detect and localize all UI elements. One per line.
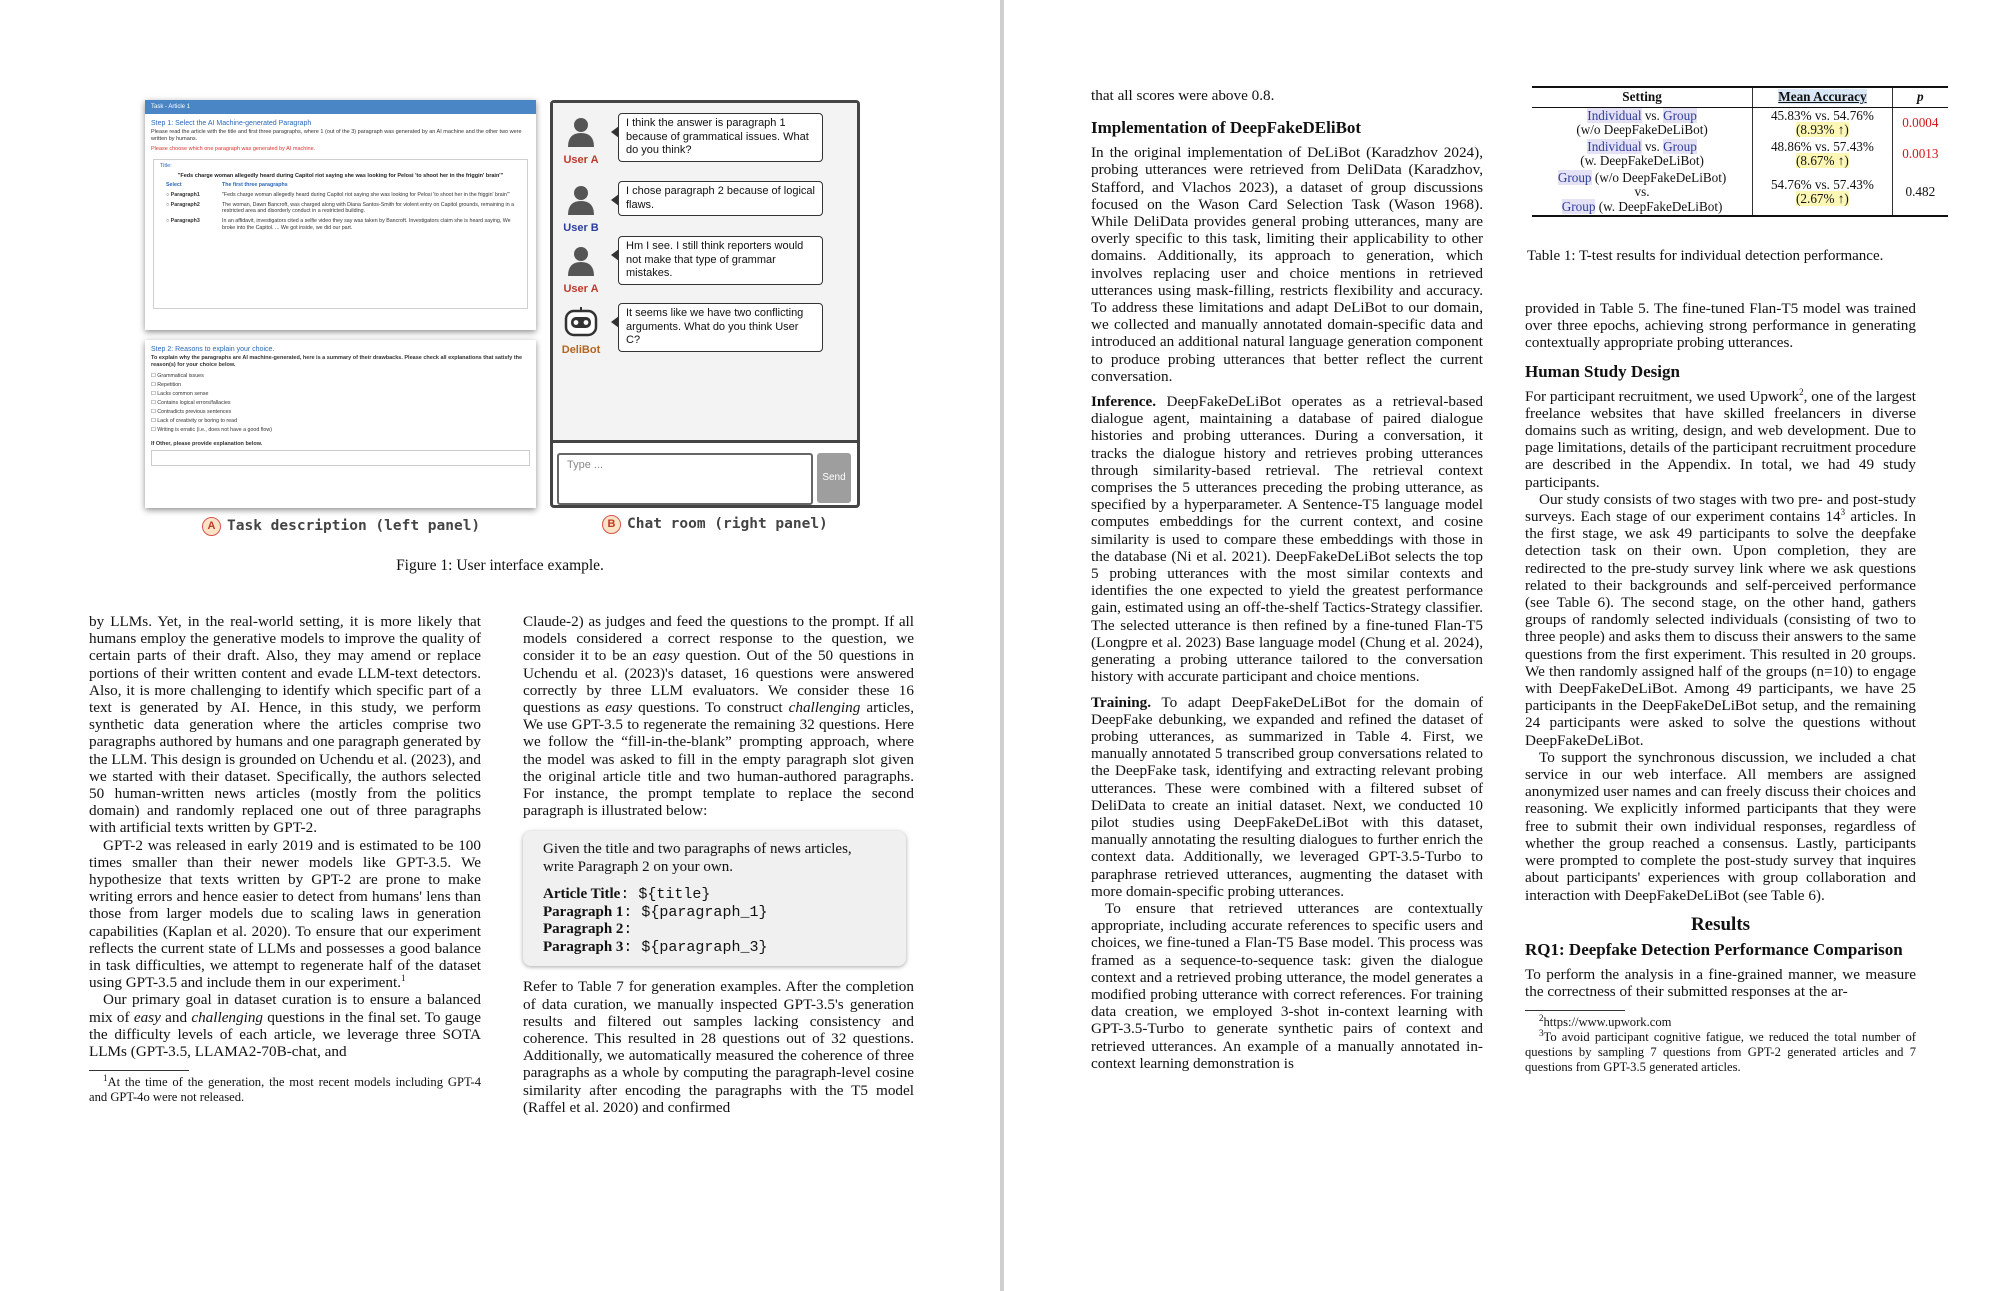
paragraph-option-label: Paragraph2 [170,201,200,208]
chat-bubble: Hm I see. I still think reporters would not make that type of grammar mistakes. [618,236,823,285]
left-column-1 [89,613,481,1105]
chat-message [558,236,848,295]
prompt-line: Article Title: ${title} [543,886,711,904]
reason-checkbox[interactable]: ☐ Repetition [151,382,182,388]
paragraph-option-label: Paragraph3 [170,218,200,225]
paragraph-option-label: Paragraph1 [170,191,200,198]
table-cell: 48.86% vs. 57.43% (8.67% ↑) [1753,139,1893,170]
footnote-rule [89,1070,189,1071]
table-row [1532,170,1948,217]
reason-checkbox[interactable]: ☐ Lack of creativity or boring to read [151,418,238,424]
prompt-template-box [523,831,906,966]
task-title-bar: Task - Article 1 [145,100,536,114]
paragraph: that all scores were above 0.8. [1091,87,1275,104]
caption-b-badge: B [602,515,621,534]
paragraph-option[interactable]: ○ Paragraph2 The woman, Dawn Bancroft, was charged along with Diana Santos-Smith for violent entry on Capitol grounds, remaining in a restricted area and disorderly conduct in a restricted building. [166,201,515,215]
article-box [153,159,528,309]
user-avatar-icon [567,185,595,215]
paragraph: Claude-2) as judges and feed the questions to the prompt. If all models considered a correct response to the question, we consider it to be an easy question. Out of the 50 questions in Uchendu et al. (2023)'s dataset, 16 questions were answered correctly by three LLM evaluators. We consider these 16 questions as easy questions. To construct challenging articles, We use GPT-3.5 to regenerate the remaining 32 questions. Here we follow the “fill-in-the-blank” prompting approach, where the model was asked to fill in the empty paragraph slot given the original article title and two human-authored paragraphs. For instance, the prompt template to replace the second paragraph is illustrated below: [523,613,914,820]
table-cell: 45.83% vs. 54.76% (8.93% ↑) [1753,107,1893,139]
paragraph: Inference. DeepFakeDeLiBot operates as a retrieval-based dialogue agent, maintaining a database of paired dialogue histories and probing utterances. During a conversation, it tracks the dialogue history and retrieves probing utterances through similarity-based retrieval. The retrieval context comprises the 5 utterances preceding the probing utterance, as specified by a hyperparameter. A Sentence-T5 language model computes embeddings for the current context, and cosine similarity is used to compare these embeddings with those in the database (Ni et al. 2021). DeepFakeDeLiBot selects the top 5 probing utterances with the most similar contexts and identifies the one expected to yield the greatest performance gain, estimated using an off-the-shelf Tactics-Strategy classifier. The selected utterance is then refined by a fine-tuned Flan-T5 (Longpre et al. 2023) Base language model (Chung et al. 2024), generating a probing utterance tailored to the conversation history with accurate participant and choice mentions. [1091,393,1483,686]
section-heading: Implementation of DeepFakeDEliBot [1091,118,1362,138]
right-column-1 [1091,87,1483,1072]
bot-avatar [558,307,604,356]
paragraph-header-row [166,182,515,189]
chat-message [558,113,848,165]
table-header: Setting [1532,87,1753,107]
table-cell: Individual vs. Group (w/o DeepFakeDeLiBot) [1576,107,1708,137]
chat-username: User A [563,283,599,295]
paragraph: Refer to Table 7 for generation examples. After the completion of data curation, we manually inspected GPT-3.5's generation results and filtered out samples lacking consistency and coherence. This resulted in 28 questions out of 32 questions. Additionally, we automatically measured the coherence of three paragraphs as a whole by computing the paragraph-level cosine similarity after encoding the paragraphs with the T5 model (Raffel et al. 2020) and confirmed [523,978,914,1116]
figure-caption: Figure 1: User interface example. [396,557,604,574]
paragraph-option-text: In an affidavit, investigators cited a selfie video they say was taken by Bancroft. Investigators claim she is heard saying, We broke into the Capitol. ... We got inside, we did our part. [222,218,511,231]
robot-icon [564,307,598,337]
paragraph-option[interactable]: ○ Paragraph3 In an affidavit, investigators cited a selfie video they say was taken by Bancroft. Investigators claim she is heard saying, We broke into the Capitol. ... We got inside, we did our part. [166,218,515,232]
step1-heading: Step 1: Select the AI Machine-generated Paragraph [151,120,312,127]
paragraph: To perform the analysis in a fine-grained manner, we measure the correctness of their submitted responses at the ar- [1525,965,1916,1000]
table-row [1532,107,1948,139]
article-title: "Feds charge woman allegedly heard during Capitol riot saying she was looking for Pelosi 'to shoot her in the friggin' brain'" [177,173,504,179]
paragraph: provided in Table 5. The fine-tuned Flan-T5 model was trained over three epochs, achieving strong performance in generating contextually appropriate probing utterances. [1525,300,1916,352]
left-column-2 [523,613,914,1116]
paragraph-option[interactable]: ○ Paragraph1 "Feds charge woman allegedly heard during Capitol riot saying she was looking for Pelosi 'to shoot her in the friggin' brain'" [166,192,515,199]
chat-bubble: It seems like we have two conflicting arguments. What do you think User C? [618,303,823,352]
chat-username: User B [563,222,599,234]
table-header: p [1892,87,1948,107]
chat-room-panel [550,100,860,508]
table-row [1532,139,1948,170]
paragraph-option-text: The woman, Dawn Bancroft, was charged along with Diana Santos-Smith for violent entry on Capitol grounds, remaining in a restricted area and disorderly conduct in a restricted building. [222,201,515,215]
prompt-line: Paragraph 1: ${paragraph_1} [543,903,768,921]
step1-choose: Please choose which one paragraph was generated by AI machine. [151,146,316,152]
user-avatar-icon [567,246,595,276]
reason-checkbox[interactable]: ☐ Writing is erratic (i.e., does not have a good flow) [151,427,272,433]
caption-b-text: Chat room (right panel) [627,516,828,532]
step2-heading: Step 2: Reasons to explain your choice. [151,346,275,353]
footnote: $^1$At the time of the generation, the most recent models including GPT-4 and GPT-4o were not released. [89,1073,481,1105]
step1-instructions: Please read the article with the title and first three paragraphs, where 1 (out of the 3) paragraph was generated by an AI machine and the other two were written by humans. [151,129,522,142]
other-label: If Other, please provide explanation below. [151,441,263,447]
user-avatar [558,246,604,295]
chat-username: User A [563,154,599,166]
user-avatar [558,185,604,234]
task-description-panel [145,100,536,508]
table-cell: 0.0004 [1892,107,1948,139]
caption-a-text: Task description (left panel) [227,518,481,534]
chat-bubble: I chose paragraph 2 because of logical flaws. [618,181,823,216]
footnote: $^2$https://www.upwork.com [1539,1012,1672,1030]
step2-instructions: To explain why the paragraphs are AI machine-generated, here is a summary of their drawbacks. Please check all explanations that satisfy the reason(s) for your choice below. [151,355,523,368]
chat-message [558,303,848,355]
chat-message-input[interactable]: Type ... [557,453,813,505]
reason-checkbox[interactable]: ☐ Lacks common sense [151,391,209,397]
send-button[interactable]: Send [817,453,851,503]
paragraph: For participant recruitment, we used Upwork$^2$, one of the largest freelance websites that have skilled freelancers in diverse domains such as writing, design, and web development. Due to page limitations, details of the participant recruitment procedure are described in the Appendix. In total, we had 49 study participants. [1525,386,1916,491]
paragraph: Training. To adapt DeepFakeDeLiBot for the domain of DeepFake debunking, we expanded and refined the dataset of probing utterances, as summarized in Table 4. First, we manually annotated 5 transcribed group conversations related to the DeepFake task, identifying and extracting relevant probing utterances. These were combined with a filtered subset of DeliData to create an initial dataset. Next, we conducted 10 pilot studies using DeepFakeDeLiBot with this dataset, manually annotating the resulting dialogues to further enrich the context data. Additionally, we leveraged GPT-3.5-Turbo to paraphrase retrieved utterances, augmenting the dataset with more domain-specific probing utterances. [1091,693,1483,900]
reason-checkbox[interactable]: ☐ Contradicts previous sentences [151,409,232,415]
footnote-rule [1525,1010,1625,1011]
chat-username: DeliBot [561,344,601,356]
task-screenshot-step2 [145,340,536,508]
footnote: $^3$To avoid participant cognitive fatigue, we reduced the total number of questions by sampling 7 questions from GPT-2 generated articles and 7 questions from GPT-3.5 generated articles. [1525,1027,1916,1075]
user-avatar-icon [567,117,595,147]
paragraph: To support the synchronous discussion, we included a chat service in our web interface. All members are assigned anonymized user names and can freely discuss their choices and reasoning. We explicitly informed participants that they were free to submit their own individual responses, regardless of whether the group reached a consensus. Lastly, participants were prompted to complete the post-study survey that inquires about participants' experiences with group collaboration and interaction with DeepFakeDeLiBot (see Table 6). [1525,748,1916,904]
section-heading: Human Study Design [1525,361,1680,381]
chat-bubble: I think the answer is paragraph 1 because of grammatical issues. What do you think? [618,113,823,162]
subsection-heading: RQ1: Deepfake Detection Performance Comparison [1525,939,1903,959]
select-header: Select [166,182,182,188]
prompt-line: Paragraph 2: [543,921,633,939]
reason-checkbox[interactable]: ☐ Contains logical errors/fallacies [151,400,231,406]
caption-a-badge: A [202,517,221,536]
paragraph: Our study consists of two stages with two pre- and post-study surveys. Each stage of our experiment contains $14^3$ articles. In the first stage, we ask 49 participants to solve the deepfake detection task on their own. Upon completion, they are redirected to the pre-study survey link where we ask questions related to their backgrounds and self-perceived performance (see Table 6). The second stage, on the other hand, gathers groups of randomly selected individuals (consisting of two to three people) and asks them to discuss their answers to the same questions from the first experiment. This resulted in 20 groups. We then randomly assigned half of the groups (n=10) to engage with DeepFakeDeLiBot. Among 49 participants, we have 25 participants in the DeepFakeDeLiBot setup, and the remaining 24 participants were asked to solve the questions without DeepFakeDeLiBot. [1525,490,1916,749]
caption-b [602,515,828,534]
paragraph: Our primary goal in dataset curation is to ensure a balanced mix of easy and challenging questions in the final set. To gauge the difficulty levels of each article, we leverage three SOTA LLMs (GPT-3.5, LLAMA2-70B-chat, and [89,991,482,1061]
table-header: Mean Accuracy [1753,87,1893,107]
figure-1 [140,95,880,565]
paragraph: GPT-2 was released in early 2019 and is estimated to be 100 times smaller than their newer models like GPT-3.5. We hypothesize that texts written by GPT-2 are prone to make writing errors and hence easier to detect from humans' lens than those from larger models due to scaling laws in generation capabilities (Kaplan et al. 2020). To ensure that our experiment reflects the current state of LLMs and possesses a good balance in task difficulties, we attempt to regenerate half of the dataset using GPT-3.5 and include them in our experiment.$^1$ [89,836,481,992]
table-caption: Table 1: T-test results for individual detection performance. [1527,248,1884,264]
table-cell: Group (w/o DeepFakeDeLiBot) vs. Group (w. DeepFakeDeLiBot) [1532,170,1753,217]
other-explanation-input[interactable] [151,450,530,466]
table-cell: 54.76% vs. 57.43% (2.67% ↑) [1753,170,1893,217]
chat-message [558,181,848,233]
prompt-line: Paragraph 3: ${paragraph_3} [543,938,768,956]
paragraph: In the original implementation of DeLiBot (Karadzhov 2024), probing utterances were retrieved from DeliData (Karadzhov, Stafford, and Vlachos 2023), a dataset of group discussions focused on the Wason Card Selection Task (Wason 1968). While DeliData provides general probing utterances, many are overly specific to this task, limiting their applicability to other domains. Additionally, its approach to generation, which involves replacing user and choice mentions in retrieved utterances using mask-filling, restricts flexibility and accuracy. To address these limitations and adapt DeLiBot to our domain, we collected and manually annotated domain-specific data and introduced an additional natural language generation component to produce probing utterances that better reflect the current conversation. [1091,144,1483,385]
results-table [1532,86,1948,217]
caption-a [202,517,480,536]
prompt-intro: Given the title and two paragraphs of news articles, write Paragraph 2 on your own. [543,841,852,875]
paragraph: To ensure that retrieved utterances are contextually appropriate, including accurate references to specific users and choices, we fine-tuned a Flan-T5 Base model. This process was framed as a sequence-to-sequence task: given the dialogue context and a retrieved probing utterance, the model generates a modified probing utterance with correct references. For training data creation, we employed 3-shot in-context learning with GPT-3.5-Turbo to generate synthetic pairs of context and retrieved utterances. An example of a manually annotated in-context learning demonstration is [1091,899,1483,1072]
reason-checklist [145,372,536,435]
chat-log [553,103,857,443]
paragraph-option-text: "Feds charge woman allegedly heard during Capitol riot saying she was looking for Pelosi 'to shoot her in the friggin' brain'" [222,191,510,198]
user-avatar [558,117,604,166]
paragraphs-header: The first three paragraphs [222,182,288,188]
reason-checkbox[interactable]: ☐ Grammatical issues [151,373,204,379]
table-header-row [1532,87,1948,107]
title-label: Title: [160,163,172,169]
paragraph: by LLMs. Yet, in the real-world setting, it is more likely that humans employ the generative models to improve the quality of certain parts of their draft. Also, they may amend or replace portions of their written content and evade LLM-text detectors. Also, it is more challenging to identify which specific part of a text is generated by AI. Hence, in this study, we perform synthetic data generation where the articles comprise two paragraphs authored by humans and one paragraph generated by the LLM. This design is grounded on Uchendu et al. (2023), and we started with their dataset. Specifically, the authors selected 50 human-written news articles (mostly from the politics domain) and randomly replaced one out of three paragraphs with artificial texts written by GPT-2. [89,613,481,837]
section-heading-results: Results [1690,913,1751,935]
task-screenshot-step1 [145,100,536,330]
right-column-2 [1525,300,1916,1075]
footnote-ref: 1 [401,973,406,984]
table-cell: Individual vs. Group (w. DeepFakeDeLiBot) [1580,138,1704,168]
table-cell: 0.482 [1892,170,1948,217]
table-cell: 0.0013 [1892,139,1948,170]
